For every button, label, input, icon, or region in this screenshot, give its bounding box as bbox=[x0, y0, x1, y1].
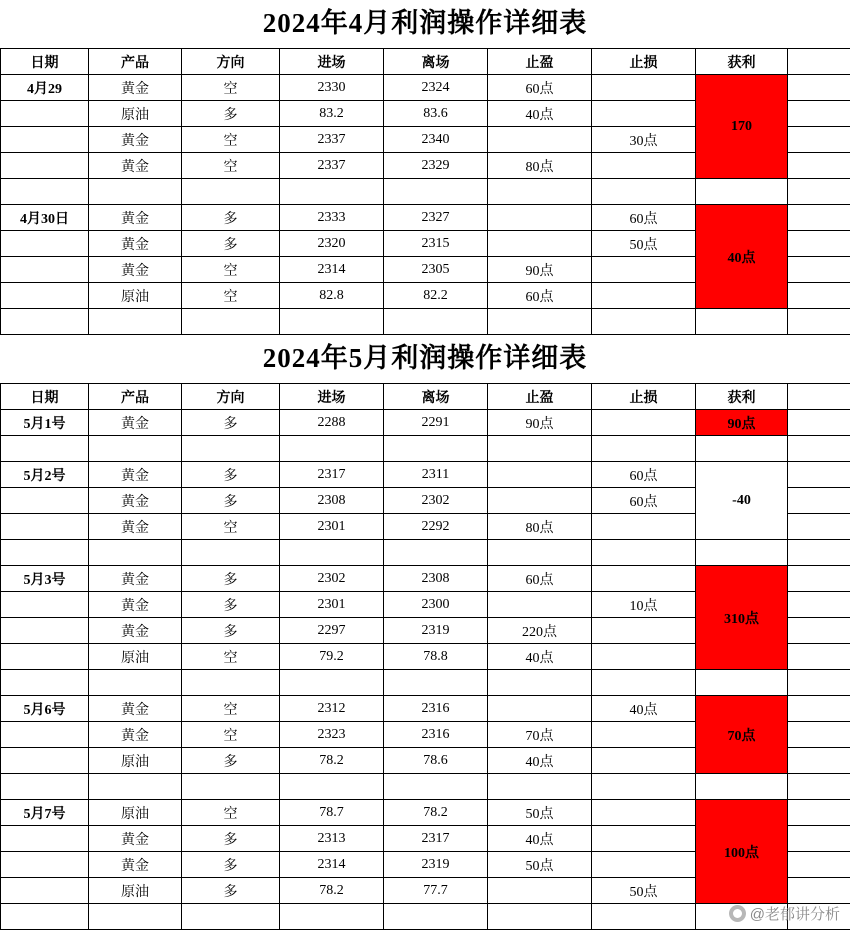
cell-stop-loss[interactable] bbox=[592, 644, 696, 670]
cell-stop-loss[interactable] bbox=[592, 852, 696, 878]
cell-take-profit[interactable] bbox=[488, 488, 592, 514]
column-header-4[interactable]: 进场 bbox=[280, 49, 384, 75]
cell-empty[interactable] bbox=[182, 309, 280, 335]
cell-direction[interactable]: 空 bbox=[182, 696, 280, 722]
cell-empty[interactable] bbox=[788, 283, 850, 309]
table-row bbox=[1, 410, 850, 436]
cell-date[interactable] bbox=[1, 488, 89, 514]
cell-stop-loss[interactable] bbox=[592, 101, 696, 127]
cell-entry[interactable]: 2314 bbox=[280, 852, 384, 878]
cell-product[interactable]: 黄金 bbox=[89, 231, 182, 257]
cell-product[interactable]: 黄金 bbox=[89, 618, 182, 644]
cell-exit[interactable]: 2316 bbox=[384, 696, 488, 722]
cell-date[interactable] bbox=[1, 231, 89, 257]
cell-date[interactable]: 5月6号 bbox=[1, 696, 89, 722]
column-header-7[interactable]: 止损 bbox=[592, 384, 696, 410]
cell-entry[interactable]: 83.2 bbox=[280, 101, 384, 127]
column-header-1[interactable]: 日期 bbox=[1, 49, 89, 75]
profit-table bbox=[0, 48, 850, 335]
cell-date[interactable] bbox=[1, 878, 89, 904]
profit-table bbox=[0, 383, 850, 930]
cell-stop-loss[interactable]: 50点 bbox=[592, 231, 696, 257]
cell-entry[interactable]: 2308 bbox=[280, 488, 384, 514]
cell-empty[interactable] bbox=[384, 436, 488, 462]
cell-empty[interactable] bbox=[696, 670, 788, 696]
cell-take-profit[interactable]: 40点 bbox=[488, 748, 592, 774]
cell-empty[interactable] bbox=[1, 774, 89, 800]
cell-empty[interactable] bbox=[592, 179, 696, 205]
cell-entry[interactable]: 2301 bbox=[280, 592, 384, 618]
cell-empty[interactable] bbox=[182, 436, 280, 462]
cell-take-profit[interactable] bbox=[488, 878, 592, 904]
cell-entry[interactable]: 2288 bbox=[280, 410, 384, 436]
cell-empty[interactable] bbox=[592, 309, 696, 335]
cell-exit[interactable]: 2311 bbox=[384, 462, 488, 488]
cell-empty[interactable] bbox=[280, 309, 384, 335]
table-title: 2024年5月利润操作详细表 bbox=[0, 335, 850, 383]
cell-date[interactable]: 4月30日 bbox=[1, 205, 89, 231]
cell-empty[interactable] bbox=[182, 774, 280, 800]
cell-entry[interactable]: 2312 bbox=[280, 696, 384, 722]
cell-take-profit[interactable]: 40点 bbox=[488, 101, 592, 127]
cell-entry[interactable]: 2297 bbox=[280, 618, 384, 644]
cell-product[interactable]: 黄金 bbox=[89, 488, 182, 514]
cell-direction[interactable]: 空 bbox=[182, 722, 280, 748]
cell-date[interactable] bbox=[1, 826, 89, 852]
cell-empty[interactable] bbox=[384, 774, 488, 800]
cell-empty[interactable] bbox=[182, 540, 280, 566]
cell-empty[interactable] bbox=[384, 670, 488, 696]
cell-product[interactable]: 原油 bbox=[89, 878, 182, 904]
cell-empty[interactable] bbox=[280, 540, 384, 566]
cell-stop-loss[interactable] bbox=[592, 153, 696, 179]
column-header-9[interactable] bbox=[788, 384, 850, 410]
cell-empty[interactable] bbox=[592, 774, 696, 800]
cell-take-profit[interactable]: 50点 bbox=[488, 800, 592, 826]
column-header-5[interactable]: 离场 bbox=[384, 49, 488, 75]
cell-empty[interactable] bbox=[788, 410, 850, 436]
cell-direction[interactable]: 空 bbox=[182, 257, 280, 283]
cell-entry[interactable]: 79.2 bbox=[280, 644, 384, 670]
cell-profit[interactable]: 70点 bbox=[696, 696, 788, 774]
spacer-row bbox=[1, 774, 850, 800]
cell-stop-loss[interactable] bbox=[592, 618, 696, 644]
cell-empty[interactable] bbox=[696, 179, 788, 205]
cell-empty[interactable] bbox=[1, 309, 89, 335]
spacer-row bbox=[1, 904, 850, 930]
cell-empty[interactable] bbox=[788, 592, 850, 618]
weibo-eye-icon bbox=[729, 905, 746, 922]
cell-entry[interactable]: 78.2 bbox=[280, 748, 384, 774]
cell-exit[interactable]: 2302 bbox=[384, 488, 488, 514]
cell-stop-loss[interactable]: 50点 bbox=[592, 878, 696, 904]
table-title: 2024年4月利润操作详细表 bbox=[0, 0, 850, 48]
column-header-9[interactable] bbox=[788, 49, 850, 75]
cell-direction[interactable]: 多 bbox=[182, 618, 280, 644]
spacer-row bbox=[1, 309, 850, 335]
cell-empty[interactable] bbox=[696, 309, 788, 335]
cell-empty[interactable] bbox=[592, 436, 696, 462]
watermark bbox=[729, 903, 840, 924]
cell-direction[interactable]: 多 bbox=[182, 205, 280, 231]
cell-take-profit[interactable]: 220点 bbox=[488, 618, 592, 644]
cell-date[interactable] bbox=[1, 153, 89, 179]
cell-entry[interactable]: 2323 bbox=[280, 722, 384, 748]
cell-empty[interactable] bbox=[89, 179, 182, 205]
cell-entry[interactable]: 2314 bbox=[280, 257, 384, 283]
cell-empty[interactable] bbox=[89, 774, 182, 800]
cell-stop-loss[interactable] bbox=[592, 800, 696, 826]
cell-empty[interactable] bbox=[89, 309, 182, 335]
cell-entry[interactable]: 2337 bbox=[280, 153, 384, 179]
cell-take-profit[interactable]: 80点 bbox=[488, 153, 592, 179]
cell-direction[interactable]: 多 bbox=[182, 462, 280, 488]
cell-empty[interactable] bbox=[788, 852, 850, 878]
cell-empty[interactable] bbox=[788, 566, 850, 592]
cell-exit[interactable]: 2340 bbox=[384, 127, 488, 153]
cell-direction[interactable]: 多 bbox=[182, 878, 280, 904]
cell-direction[interactable]: 空 bbox=[182, 75, 280, 101]
watermark-label: @老郁讲分析 bbox=[750, 903, 840, 924]
cell-date[interactable]: 5月7号 bbox=[1, 800, 89, 826]
column-header-6[interactable]: 止盈 bbox=[488, 384, 592, 410]
cell-exit[interactable]: 2291 bbox=[384, 410, 488, 436]
cell-exit[interactable]: 78.8 bbox=[384, 644, 488, 670]
cell-product[interactable]: 原油 bbox=[89, 800, 182, 826]
cell-exit[interactable]: 78.6 bbox=[384, 748, 488, 774]
cell-product[interactable]: 黄金 bbox=[89, 514, 182, 540]
cell-empty[interactable] bbox=[696, 540, 788, 566]
cell-empty[interactable] bbox=[788, 540, 850, 566]
cell-empty[interactable] bbox=[592, 540, 696, 566]
cell-empty[interactable] bbox=[280, 774, 384, 800]
cell-exit[interactable]: 2308 bbox=[384, 566, 488, 592]
column-header-6[interactable]: 止盈 bbox=[488, 49, 592, 75]
cell-empty[interactable] bbox=[384, 309, 488, 335]
cell-exit[interactable]: 2316 bbox=[384, 722, 488, 748]
cell-direction[interactable]: 多 bbox=[182, 566, 280, 592]
cell-empty[interactable] bbox=[488, 436, 592, 462]
cell-take-profit[interactable]: 90点 bbox=[488, 257, 592, 283]
column-header-7[interactable]: 止损 bbox=[592, 49, 696, 75]
cell-direction[interactable]: 多 bbox=[182, 488, 280, 514]
cell-take-profit[interactable]: 40点 bbox=[488, 826, 592, 852]
cell-empty[interactable] bbox=[488, 774, 592, 800]
cell-exit[interactable]: 77.7 bbox=[384, 878, 488, 904]
cell-entry[interactable]: 2317 bbox=[280, 462, 384, 488]
cell-product[interactable]: 黄金 bbox=[89, 462, 182, 488]
column-header-4[interactable]: 进场 bbox=[280, 384, 384, 410]
cell-entry[interactable]: 2320 bbox=[280, 231, 384, 257]
cell-take-profit[interactable]: 60点 bbox=[488, 566, 592, 592]
cell-empty[interactable] bbox=[788, 748, 850, 774]
table-row bbox=[1, 566, 850, 592]
cell-take-profit[interactable] bbox=[488, 231, 592, 257]
cell-empty[interactable] bbox=[788, 75, 850, 101]
cell-stop-loss[interactable] bbox=[592, 257, 696, 283]
cell-date[interactable] bbox=[1, 852, 89, 878]
cell-empty[interactable] bbox=[182, 670, 280, 696]
cell-date[interactable] bbox=[1, 127, 89, 153]
cell-direction[interactable]: 多 bbox=[182, 410, 280, 436]
cell-empty[interactable] bbox=[89, 540, 182, 566]
cell-entry[interactable]: 2313 bbox=[280, 826, 384, 852]
column-header-5[interactable]: 离场 bbox=[384, 384, 488, 410]
cell-empty[interactable] bbox=[788, 774, 850, 800]
cell-date[interactable] bbox=[1, 748, 89, 774]
cell-entry[interactable]: 2330 bbox=[280, 75, 384, 101]
cell-empty[interactable] bbox=[592, 904, 696, 930]
cell-empty[interactable] bbox=[788, 309, 850, 335]
cell-direction[interactable]: 多 bbox=[182, 101, 280, 127]
cell-exit[interactable]: 83.6 bbox=[384, 101, 488, 127]
cell-stop-loss[interactable] bbox=[592, 826, 696, 852]
cell-empty[interactable] bbox=[788, 257, 850, 283]
cell-date[interactable] bbox=[1, 257, 89, 283]
cell-empty[interactable] bbox=[488, 904, 592, 930]
cell-stop-loss[interactable] bbox=[592, 514, 696, 540]
cell-entry[interactable]: 82.8 bbox=[280, 283, 384, 309]
cell-take-profit[interactable] bbox=[488, 127, 592, 153]
cell-empty[interactable] bbox=[788, 231, 850, 257]
cell-date[interactable]: 5月2号 bbox=[1, 462, 89, 488]
cell-empty[interactable] bbox=[788, 436, 850, 462]
cell-empty[interactable] bbox=[788, 153, 850, 179]
table-row bbox=[1, 205, 850, 231]
cell-profit[interactable]: 310点 bbox=[696, 566, 788, 670]
cell-product[interactable]: 原油 bbox=[89, 283, 182, 309]
cell-exit[interactable]: 78.2 bbox=[384, 800, 488, 826]
cell-product[interactable]: 黄金 bbox=[89, 75, 182, 101]
cell-entry[interactable]: 78.7 bbox=[280, 800, 384, 826]
cell-date[interactable]: 5月3号 bbox=[1, 566, 89, 592]
cell-date[interactable] bbox=[1, 592, 89, 618]
spacer-row bbox=[1, 540, 850, 566]
cell-stop-loss[interactable] bbox=[592, 283, 696, 309]
cell-empty[interactable] bbox=[384, 540, 488, 566]
cell-stop-loss[interactable]: 60点 bbox=[592, 488, 696, 514]
cell-product[interactable]: 原油 bbox=[89, 101, 182, 127]
cell-empty[interactable] bbox=[488, 179, 592, 205]
cell-exit[interactable]: 2319 bbox=[384, 618, 488, 644]
cell-product[interactable]: 原油 bbox=[89, 644, 182, 670]
cell-stop-loss[interactable]: 40点 bbox=[592, 696, 696, 722]
cell-empty[interactable] bbox=[788, 179, 850, 205]
cell-empty[interactable] bbox=[788, 670, 850, 696]
cell-direction[interactable]: 空 bbox=[182, 514, 280, 540]
cell-product[interactable]: 黄金 bbox=[89, 205, 182, 231]
column-header-3[interactable]: 方向 bbox=[182, 49, 280, 75]
cell-stop-loss[interactable] bbox=[592, 410, 696, 436]
cell-date[interactable] bbox=[1, 101, 89, 127]
cell-take-profit[interactable] bbox=[488, 205, 592, 231]
cell-empty[interactable] bbox=[280, 179, 384, 205]
cell-empty[interactable] bbox=[89, 670, 182, 696]
cell-empty[interactable] bbox=[182, 179, 280, 205]
cell-empty[interactable] bbox=[788, 826, 850, 852]
cell-direction[interactable]: 空 bbox=[182, 644, 280, 670]
cell-stop-loss[interactable]: 10点 bbox=[592, 592, 696, 618]
cell-stop-loss[interactable]: 30点 bbox=[592, 127, 696, 153]
cell-empty[interactable] bbox=[788, 127, 850, 153]
cell-empty[interactable] bbox=[788, 514, 850, 540]
column-header-2[interactable]: 产品 bbox=[89, 49, 182, 75]
cell-direction[interactable]: 空 bbox=[182, 800, 280, 826]
table-row bbox=[1, 800, 850, 826]
spacer-row bbox=[1, 670, 850, 696]
cell-empty[interactable] bbox=[788, 800, 850, 826]
cell-take-profit[interactable]: 60点 bbox=[488, 283, 592, 309]
cell-date[interactable]: 4月29 bbox=[1, 75, 89, 101]
cell-take-profit[interactable]: 90点 bbox=[488, 410, 592, 436]
cell-direction[interactable]: 多 bbox=[182, 826, 280, 852]
cell-date[interactable] bbox=[1, 644, 89, 670]
cell-empty[interactable] bbox=[488, 309, 592, 335]
cell-stop-loss[interactable] bbox=[592, 748, 696, 774]
cell-entry[interactable]: 2302 bbox=[280, 566, 384, 592]
cell-stop-loss[interactable]: 60点 bbox=[592, 462, 696, 488]
cell-empty[interactable] bbox=[89, 904, 182, 930]
cell-take-profit[interactable]: 50点 bbox=[488, 852, 592, 878]
cell-take-profit[interactable] bbox=[488, 462, 592, 488]
cell-exit[interactable]: 2305 bbox=[384, 257, 488, 283]
table-row bbox=[1, 696, 850, 722]
cell-product[interactable]: 黄金 bbox=[89, 696, 182, 722]
cell-profit[interactable]: -40 bbox=[696, 462, 788, 540]
cell-exit[interactable]: 2327 bbox=[384, 205, 488, 231]
column-header-8[interactable]: 获利 bbox=[696, 384, 788, 410]
cell-profit[interactable]: 40点 bbox=[696, 205, 788, 309]
cell-direction[interactable]: 多 bbox=[182, 852, 280, 878]
cell-profit[interactable]: 90点 bbox=[696, 410, 788, 436]
column-header-2[interactable]: 产品 bbox=[89, 384, 182, 410]
cell-empty[interactable] bbox=[280, 436, 384, 462]
column-header-1[interactable]: 日期 bbox=[1, 384, 89, 410]
cell-empty[interactable] bbox=[788, 878, 850, 904]
cell-exit[interactable]: 2317 bbox=[384, 826, 488, 852]
cell-empty[interactable] bbox=[592, 670, 696, 696]
table-row bbox=[1, 462, 850, 488]
cell-date[interactable]: 5月1号 bbox=[1, 410, 89, 436]
cell-empty[interactable] bbox=[788, 722, 850, 748]
cell-take-profit[interactable]: 70点 bbox=[488, 722, 592, 748]
cell-empty[interactable] bbox=[488, 670, 592, 696]
cell-product[interactable]: 黄金 bbox=[89, 127, 182, 153]
cell-profit[interactable]: 170 bbox=[696, 75, 788, 179]
cell-take-profit[interactable]: 60点 bbox=[488, 75, 592, 101]
cell-empty[interactable] bbox=[788, 488, 850, 514]
cell-product[interactable]: 黄金 bbox=[89, 257, 182, 283]
cell-empty[interactable] bbox=[788, 618, 850, 644]
cell-exit[interactable]: 2324 bbox=[384, 75, 488, 101]
cell-product[interactable]: 黄金 bbox=[89, 826, 182, 852]
cell-direction[interactable]: 空 bbox=[182, 283, 280, 309]
cell-date[interactable] bbox=[1, 283, 89, 309]
cell-direction[interactable]: 多 bbox=[182, 231, 280, 257]
table-row bbox=[1, 75, 850, 101]
cell-date[interactable] bbox=[1, 722, 89, 748]
cell-take-profit[interactable]: 40点 bbox=[488, 644, 592, 670]
cell-take-profit[interactable] bbox=[488, 592, 592, 618]
cell-product[interactable]: 黄金 bbox=[89, 153, 182, 179]
cell-empty[interactable] bbox=[182, 904, 280, 930]
cell-empty[interactable] bbox=[488, 540, 592, 566]
cell-direction[interactable]: 多 bbox=[182, 592, 280, 618]
cell-stop-loss[interactable] bbox=[592, 722, 696, 748]
spacer-row bbox=[1, 179, 850, 205]
cell-empty[interactable] bbox=[1, 436, 89, 462]
cell-stop-loss[interactable]: 60点 bbox=[592, 205, 696, 231]
column-header-3[interactable]: 方向 bbox=[182, 384, 280, 410]
column-header-8[interactable]: 获利 bbox=[696, 49, 788, 75]
cell-exit[interactable]: 2292 bbox=[384, 514, 488, 540]
spacer-row bbox=[1, 436, 850, 462]
cell-empty[interactable] bbox=[788, 462, 850, 488]
cell-product[interactable]: 黄金 bbox=[89, 566, 182, 592]
cell-empty[interactable] bbox=[280, 670, 384, 696]
cell-empty[interactable] bbox=[384, 904, 488, 930]
cell-product[interactable]: 黄金 bbox=[89, 722, 182, 748]
cell-exit[interactable]: 82.2 bbox=[384, 283, 488, 309]
cell-empty[interactable] bbox=[1, 179, 89, 205]
cell-product[interactable]: 黄金 bbox=[89, 852, 182, 878]
cell-date[interactable] bbox=[1, 618, 89, 644]
cell-empty[interactable] bbox=[1, 904, 89, 930]
cell-empty[interactable] bbox=[696, 436, 788, 462]
cell-product[interactable]: 黄金 bbox=[89, 592, 182, 618]
cell-take-profit[interactable] bbox=[488, 696, 592, 722]
cell-direction[interactable]: 多 bbox=[182, 748, 280, 774]
cell-entry[interactable]: 2301 bbox=[280, 514, 384, 540]
cell-product[interactable]: 黄金 bbox=[89, 410, 182, 436]
cell-empty[interactable] bbox=[696, 774, 788, 800]
cell-take-profit[interactable]: 80点 bbox=[488, 514, 592, 540]
cell-empty[interactable] bbox=[1, 540, 89, 566]
cell-stop-loss[interactable] bbox=[592, 75, 696, 101]
cell-exit[interactable]: 2300 bbox=[384, 592, 488, 618]
cell-empty[interactable] bbox=[788, 696, 850, 722]
cell-profit[interactable]: 100点 bbox=[696, 800, 788, 904]
cell-product[interactable]: 原油 bbox=[89, 748, 182, 774]
cell-exit[interactable]: 2319 bbox=[384, 852, 488, 878]
cell-empty[interactable] bbox=[788, 101, 850, 127]
cell-date[interactable] bbox=[1, 514, 89, 540]
cell-empty[interactable] bbox=[788, 644, 850, 670]
cell-entry[interactable]: 78.2 bbox=[280, 878, 384, 904]
cell-exit[interactable]: 2329 bbox=[384, 153, 488, 179]
cell-empty[interactable] bbox=[280, 904, 384, 930]
cell-direction[interactable]: 空 bbox=[182, 127, 280, 153]
cell-empty[interactable] bbox=[89, 436, 182, 462]
cell-direction[interactable]: 空 bbox=[182, 153, 280, 179]
cell-empty[interactable] bbox=[788, 205, 850, 231]
cell-empty[interactable] bbox=[1, 670, 89, 696]
cell-entry[interactable]: 2337 bbox=[280, 127, 384, 153]
table-header-row bbox=[1, 49, 850, 75]
cell-stop-loss[interactable] bbox=[592, 566, 696, 592]
table-header-row bbox=[1, 384, 850, 410]
cell-exit[interactable]: 2315 bbox=[384, 231, 488, 257]
cell-empty[interactable] bbox=[384, 179, 488, 205]
cell-entry[interactable]: 2333 bbox=[280, 205, 384, 231]
